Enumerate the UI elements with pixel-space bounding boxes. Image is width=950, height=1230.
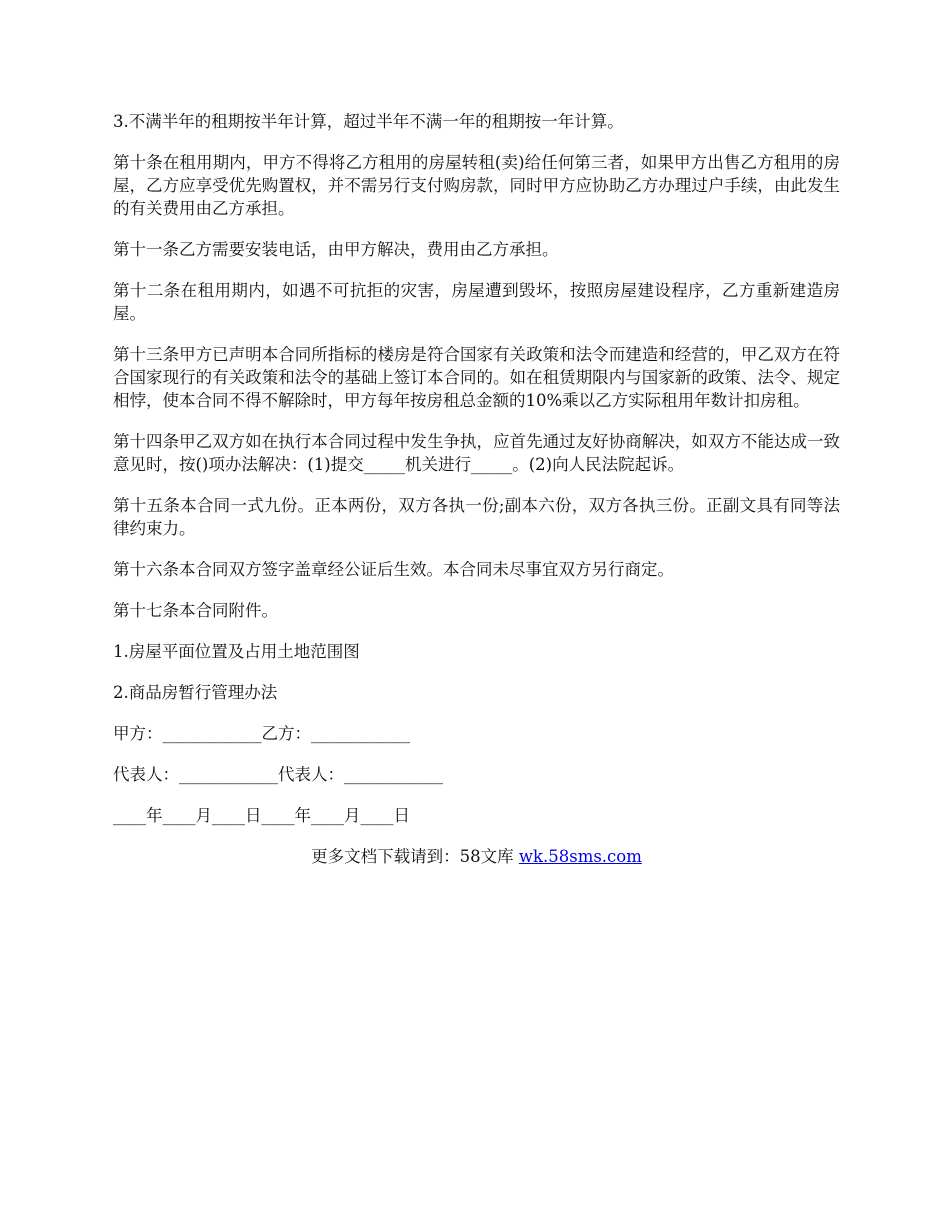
clause-16-effect: 第十六条本合同双方签字盖章经公证后生效。本合同未尽事宜双方另行商定。 (113, 560, 674, 579)
footer-link[interactable]: wk.58sms.com (518, 847, 642, 866)
clause-13-policy: 第十三条甲方已声明本合同所指标的楼房是符合国家有关政策和法令而建造和经营的，甲乙双方在符合国家现行的有关政策和法令的基础上签订本合同的。如在租赁期限内与国家新的政策、法令、规定相悖，使本合同不得不解除时，甲方每年按房租总金额的10%乘以乙方实际租用年数计扣房租。 (113, 345, 840, 410)
attachment-2: 2.商品房暂行管理办法 (113, 683, 278, 702)
clause-12-disaster: 第十二条在租用期内，如遇不可抗拒的灾害，房屋遭到毁坏，按照房屋建设程序，乙方重新建造房屋。 (113, 281, 840, 323)
signature-parties-line: 甲方：____________乙方：____________ (113, 724, 410, 743)
footer-text: 更多文档下载请到：58文库 (311, 847, 519, 866)
clause-11-telephone: 第十一条乙方需要安装电话，由甲方解决，费用由乙方承担。 (113, 240, 559, 259)
document-page (113, 110, 840, 868)
download-footer (113, 845, 840, 868)
clause-rent-period-rounding: 3.不满半年的租期按半年计算，超过半年不满一年的租期按一年计算。 (113, 112, 624, 131)
attachment-1: 1.房屋平面位置及占用土地范围图 (113, 642, 360, 661)
signature-representatives-line: 代表人：____________代表人：____________ (113, 765, 443, 784)
clause-14-dispute: 第十四条甲乙双方如在执行本合同过程中发生争执，应首先通过友好协商解决，如双方不能达成一致意见时，按()项办法解决：(1)提交_____机关进行_____。(2)向人民法院起诉。 (113, 432, 840, 474)
clause-15-copies: 第十五条本合同一式九份。正本两份，双方各执一份;副本六份，双方各执三份。正副文具有同等法律约束力。 (113, 496, 840, 538)
clause-10-sublease: 第十条在租用期内，甲方不得将乙方租用的房屋转租(卖)给任何第三者，如果甲方出售乙方租用的房屋，乙方应享受优先购置权，并不需另行支付购房款，同时甲方应协助乙方办理过户手续，由此发生的有关费用由乙方承担。 (113, 153, 840, 218)
signature-dates-line: ____年____月____日____年____月____日 (113, 806, 410, 825)
clause-17-attachments: 第十七条本合同附件。 (113, 601, 278, 620)
